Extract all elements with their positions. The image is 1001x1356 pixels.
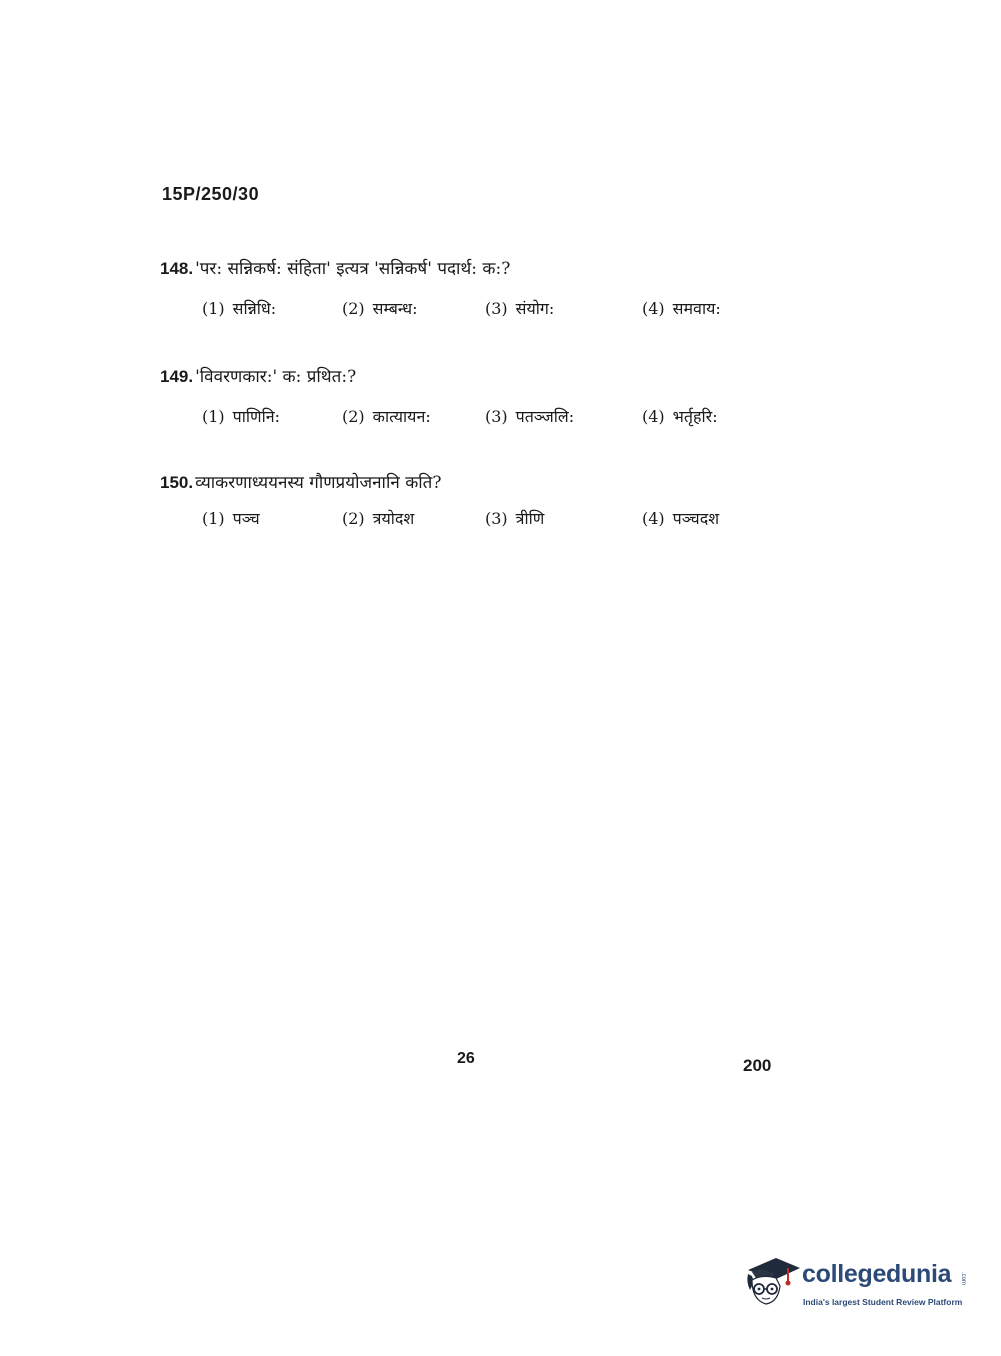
question-text: 'पर: सन्निकर्ष: संहिता' इत्यत्र 'सन्निकर्ष' पदार्थ: क:? xyxy=(195,259,511,279)
option-3: (3) संयोग: xyxy=(485,299,555,318)
question-stem xyxy=(160,256,780,279)
page-number: 26 xyxy=(457,1050,475,1067)
option-4: (4) भर्तृहरि: xyxy=(642,407,718,426)
question-150 xyxy=(160,470,780,533)
option-list xyxy=(160,405,780,431)
logo-domain-suffix: .com xyxy=(960,1272,966,1286)
option-list xyxy=(160,297,780,323)
question-number: 149. xyxy=(160,367,194,386)
logo-tagline: India's largest Student Review Platform xyxy=(803,1297,963,1307)
question-stem xyxy=(160,470,780,493)
student-mascot-icon xyxy=(742,1252,800,1310)
question-stem xyxy=(160,364,780,387)
option-3: (3) पतञ्जलि: xyxy=(485,407,575,426)
question-149 xyxy=(160,364,780,431)
question-number: 150. xyxy=(160,473,194,492)
question-text: 'विवरणकार:' क: प्रथित:? xyxy=(195,367,357,387)
logo-wordmark: collegedunia xyxy=(802,1260,952,1288)
option-2: (2) कात्यायन: xyxy=(342,407,431,426)
collegedunia-logo xyxy=(742,1252,972,1312)
option-1: (1) पञ्च xyxy=(202,509,260,528)
question-148 xyxy=(160,256,780,323)
option-2: (2) सम्बन्ध: xyxy=(342,299,418,318)
option-4: (4) पञ्चदश xyxy=(642,509,720,528)
option-1: (1) सन्निधि: xyxy=(202,299,277,318)
option-4: (4) समवाय: xyxy=(642,299,721,318)
option-2: (2) त्रयोदश xyxy=(342,509,415,528)
option-1: (1) पाणिनि: xyxy=(202,407,281,426)
paper-code: 15P/250/30 xyxy=(162,184,260,204)
question-number: 148. xyxy=(160,259,194,278)
question-text: व्याकरणाध्ययनस्य गौणप्रयोजनानि कति? xyxy=(195,473,442,493)
page-total: 200 xyxy=(743,1056,772,1075)
option-list xyxy=(160,507,780,533)
option-3: (3) त्रीणि xyxy=(485,509,545,528)
